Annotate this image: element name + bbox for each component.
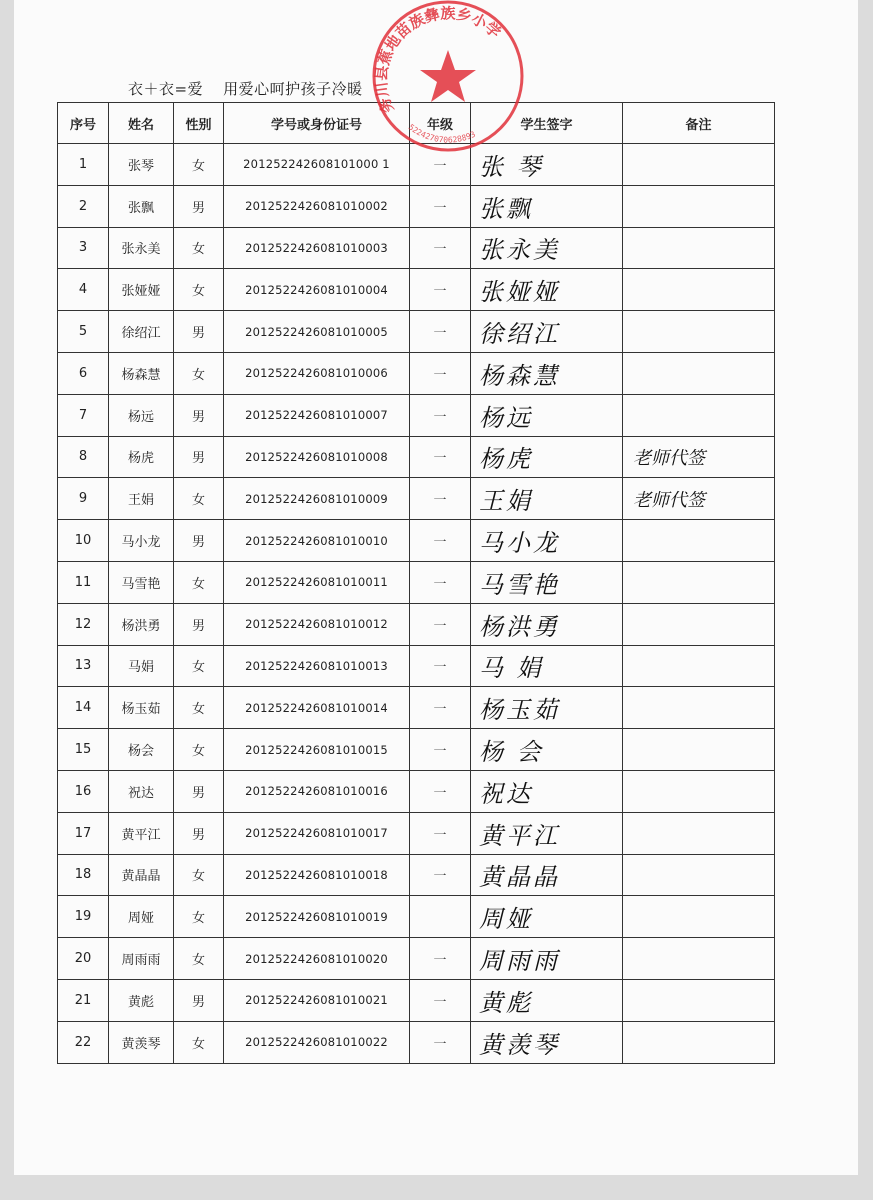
student-id: 2012522426081010009 <box>224 478 410 520</box>
student-signature: 黄晶晶 <box>471 854 623 896</box>
student-gender: 女 <box>174 561 224 603</box>
student-signature: 张永美 <box>471 227 623 269</box>
student-id: 2012522426081010019 <box>224 896 410 938</box>
document-title <box>128 78 363 99</box>
header-name: 姓名 <box>109 103 174 144</box>
student-id: 2012522426081010008 <box>224 436 410 478</box>
seal-number: 522427070628893 <box>406 122 477 145</box>
official-seal-stamp <box>364 0 532 158</box>
student-gender: 女 <box>174 687 224 729</box>
student-id: 2012522426081010013 <box>224 645 410 687</box>
student-name: 王娟 <box>109 478 174 520</box>
remark <box>623 645 775 687</box>
remark <box>623 687 775 729</box>
student-gender: 男 <box>174 185 224 227</box>
student-name: 张琴 <box>109 144 174 186</box>
student-signature: 王娟 <box>471 478 623 520</box>
remark <box>623 938 775 980</box>
student-gender: 女 <box>174 938 224 980</box>
student-gender: 男 <box>174 979 224 1021</box>
student-signature: 祝达 <box>471 770 623 812</box>
svg-text:522427070628893 <box>407 122 477 144</box>
table-row <box>58 436 775 478</box>
student-id: 2012522426081010002 <box>224 185 410 227</box>
row-number: 21 <box>58 979 109 1021</box>
header-no: 序号 <box>58 103 109 144</box>
student-gender: 女 <box>174 352 224 394</box>
student-id: 2012522426081010020 <box>224 938 410 980</box>
student-grade: 一 <box>410 1021 471 1063</box>
header-gender: 性别 <box>174 103 224 144</box>
student-grade: 一 <box>410 144 471 186</box>
student-grade: 一 <box>410 812 471 854</box>
remark <box>623 352 775 394</box>
student-grade: 一 <box>410 185 471 227</box>
title-right: 用爱心呵护孩子冷暖 <box>223 80 363 98</box>
student-signature: 张飘 <box>471 185 623 227</box>
student-gender: 女 <box>174 854 224 896</box>
student-gender: 女 <box>174 227 224 269</box>
table-row <box>58 645 775 687</box>
student-id: 2012522426081010012 <box>224 603 410 645</box>
student-name: 张永美 <box>109 227 174 269</box>
remark <box>623 520 775 562</box>
student-name: 杨远 <box>109 394 174 436</box>
student-id: 2012522426081010003 <box>224 227 410 269</box>
row-number: 13 <box>58 645 109 687</box>
row-number: 15 <box>58 729 109 771</box>
row-number: 17 <box>58 812 109 854</box>
student-id: 2012522426081010010 <box>224 520 410 562</box>
remark <box>623 311 775 353</box>
student-grade: 一 <box>410 478 471 520</box>
student-signature: 黄羡琴 <box>471 1021 623 1063</box>
student-signature: 马 娟 <box>471 645 623 687</box>
row-number: 3 <box>58 227 109 269</box>
table-row <box>58 352 775 394</box>
table-row <box>58 1021 775 1063</box>
student-gender: 女 <box>174 478 224 520</box>
remark <box>623 812 775 854</box>
student-grade: 一 <box>410 854 471 896</box>
row-number: 20 <box>58 938 109 980</box>
remark <box>623 896 775 938</box>
table-row <box>58 687 775 729</box>
student-gender: 男 <box>174 520 224 562</box>
table-row <box>58 770 775 812</box>
header-id: 学号或身份证号 <box>224 103 410 144</box>
table-row <box>58 603 775 645</box>
student-id: 2012522426081010006 <box>224 352 410 394</box>
student-grade: 一 <box>410 436 471 478</box>
student-signature: 徐绍江 <box>471 311 623 353</box>
remark <box>623 854 775 896</box>
remark <box>623 603 775 645</box>
student-gender: 男 <box>174 394 224 436</box>
table-row <box>58 979 775 1021</box>
student-grade: 一 <box>410 603 471 645</box>
table-body <box>58 144 775 1064</box>
row-number: 14 <box>58 687 109 729</box>
table-row <box>58 520 775 562</box>
header-grade: 年级 <box>410 103 471 144</box>
remark <box>623 227 775 269</box>
student-id: 2012522426081010018 <box>224 854 410 896</box>
student-signature: 周雨雨 <box>471 938 623 980</box>
row-number: 7 <box>58 394 109 436</box>
student-signature: 杨远 <box>471 394 623 436</box>
row-number: 19 <box>58 896 109 938</box>
student-id: 2012522426081010004 <box>224 269 410 311</box>
student-name: 周雨雨 <box>109 938 174 980</box>
student-id: 2012522426081010022 <box>224 1021 410 1063</box>
table-row <box>58 478 775 520</box>
student-id: 201252242608101000 1 <box>224 144 410 186</box>
student-name: 黄晶晶 <box>109 854 174 896</box>
student-name: 张飘 <box>109 185 174 227</box>
student-name: 马雪艳 <box>109 561 174 603</box>
student-signature: 黄平江 <box>471 812 623 854</box>
remark <box>623 979 775 1021</box>
row-number: 4 <box>58 269 109 311</box>
student-grade: 一 <box>410 394 471 436</box>
student-name: 杨玉茹 <box>109 687 174 729</box>
student-gender: 男 <box>174 812 224 854</box>
student-gender: 女 <box>174 269 224 311</box>
table-row <box>58 812 775 854</box>
table-row <box>58 269 775 311</box>
row-number: 12 <box>58 603 109 645</box>
table-row <box>58 938 775 980</box>
row-number: 2 <box>58 185 109 227</box>
student-signature: 马小龙 <box>471 520 623 562</box>
student-grade: 一 <box>410 269 471 311</box>
student-id: 2012522426081010016 <box>224 770 410 812</box>
student-id: 2012522426081010015 <box>224 729 410 771</box>
student-signature: 杨 会 <box>471 729 623 771</box>
table-row <box>58 185 775 227</box>
student-id: 2012522426081010007 <box>224 394 410 436</box>
header-note: 备注 <box>623 103 775 144</box>
table-row <box>58 227 775 269</box>
table-row <box>58 896 775 938</box>
student-name: 周娅 <box>109 896 174 938</box>
remark: 老师代签 <box>623 478 775 520</box>
title-left: 衣＋衣=爱 <box>128 80 204 98</box>
student-signature: 杨玉茹 <box>471 687 623 729</box>
student-name: 杨森慧 <box>109 352 174 394</box>
student-grade: 一 <box>410 520 471 562</box>
student-gender: 女 <box>174 729 224 771</box>
student-grade: 一 <box>410 979 471 1021</box>
student-signature: 黄彪 <box>471 979 623 1021</box>
student-id: 2012522426081010014 <box>224 687 410 729</box>
table-row <box>58 311 775 353</box>
student-gender: 女 <box>174 144 224 186</box>
seal-text: 务川县蕉地苗族彝族乡小学 <box>372 4 505 116</box>
row-number: 10 <box>58 520 109 562</box>
header-signature: 学生签字 <box>471 103 623 144</box>
row-number: 9 <box>58 478 109 520</box>
student-grade: 一 <box>410 729 471 771</box>
row-number: 11 <box>58 561 109 603</box>
table-row <box>58 854 775 896</box>
row-number: 6 <box>58 352 109 394</box>
student-id: 2012522426081010017 <box>224 812 410 854</box>
student-grade: 一 <box>410 561 471 603</box>
svg-text:务川县蕉地苗族彝族乡小学 <box>372 4 504 115</box>
remark <box>623 144 775 186</box>
table-row <box>58 394 775 436</box>
student-grade: 一 <box>410 687 471 729</box>
row-number: 18 <box>58 854 109 896</box>
student-signature: 张娅娅 <box>471 269 623 311</box>
student-name: 马小龙 <box>109 520 174 562</box>
student-grade: 一 <box>410 352 471 394</box>
student-gender: 男 <box>174 311 224 353</box>
student-name: 马娟 <box>109 645 174 687</box>
student-signature: 杨森慧 <box>471 352 623 394</box>
row-number: 1 <box>58 144 109 186</box>
table-row <box>58 561 775 603</box>
student-id: 2012522426081010021 <box>224 979 410 1021</box>
remark: 老师代签 <box>623 436 775 478</box>
student-name: 杨会 <box>109 729 174 771</box>
row-number: 8 <box>58 436 109 478</box>
remark <box>623 394 775 436</box>
student-name: 黄平江 <box>109 812 174 854</box>
student-name: 黄羡琴 <box>109 1021 174 1063</box>
remark <box>623 729 775 771</box>
student-signature: 周娅 <box>471 896 623 938</box>
student-name: 祝达 <box>109 770 174 812</box>
student-signature: 杨虎 <box>471 436 623 478</box>
row-number: 16 <box>58 770 109 812</box>
table-row <box>58 729 775 771</box>
student-grade: 一 <box>410 311 471 353</box>
row-number: 5 <box>58 311 109 353</box>
student-grade <box>410 896 471 938</box>
student-grade: 一 <box>410 645 471 687</box>
remark <box>623 185 775 227</box>
row-number: 22 <box>58 1021 109 1063</box>
student-grade: 一 <box>410 938 471 980</box>
student-gender: 女 <box>174 1021 224 1063</box>
student-gender: 女 <box>174 645 224 687</box>
student-name: 张娅娅 <box>109 269 174 311</box>
student-name: 黄彪 <box>109 979 174 1021</box>
student-sign-table <box>57 102 775 1064</box>
student-signature: 杨洪勇 <box>471 603 623 645</box>
remark <box>623 770 775 812</box>
remark <box>623 269 775 311</box>
student-name: 徐绍江 <box>109 311 174 353</box>
student-gender: 男 <box>174 603 224 645</box>
student-signature: 张 琴 <box>471 144 623 186</box>
student-name: 杨虎 <box>109 436 174 478</box>
student-name: 杨洪勇 <box>109 603 174 645</box>
student-id: 2012522426081010011 <box>224 561 410 603</box>
student-grade: 一 <box>410 227 471 269</box>
remark <box>623 561 775 603</box>
student-grade: 一 <box>410 770 471 812</box>
student-signature: 马雪艳 <box>471 561 623 603</box>
student-gender: 男 <box>174 436 224 478</box>
student-gender: 男 <box>174 770 224 812</box>
student-gender: 女 <box>174 896 224 938</box>
student-id: 2012522426081010005 <box>224 311 410 353</box>
remark <box>623 1021 775 1063</box>
